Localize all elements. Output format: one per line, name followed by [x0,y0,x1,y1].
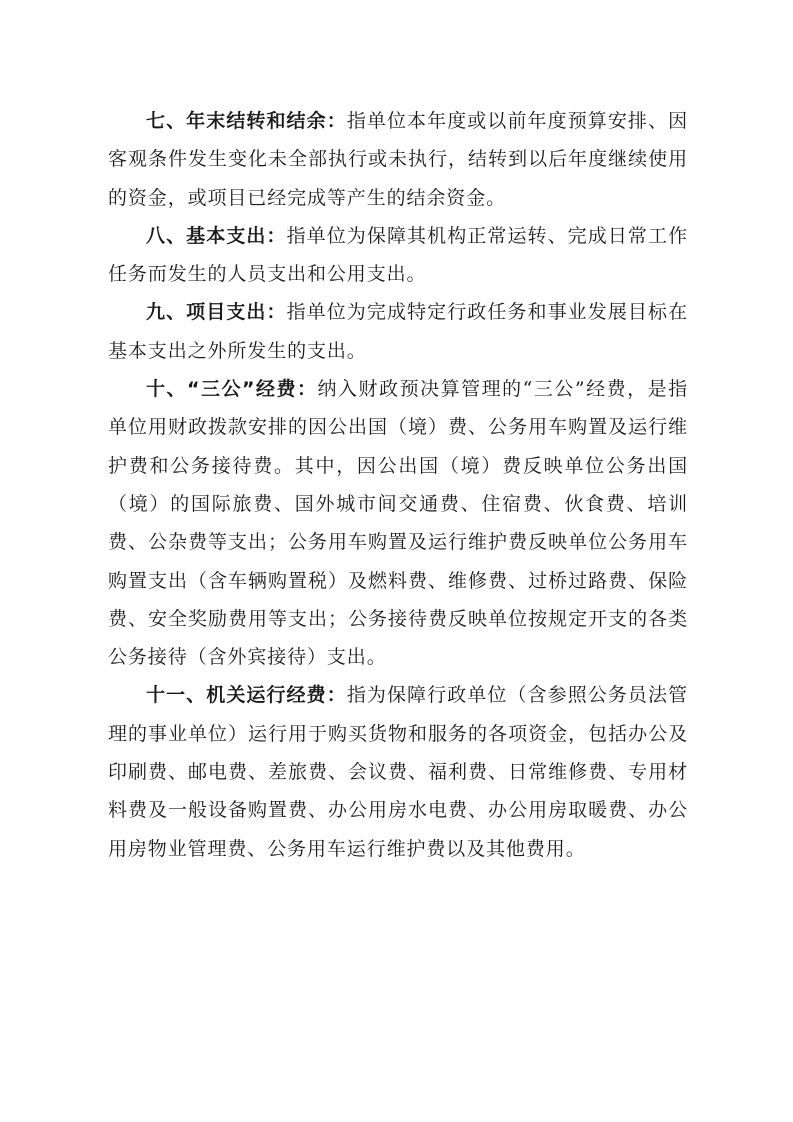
term-definition: 指单位本年度或以前年度预算安排、因客观条件发生变化未全部执行或未执行，结转到以后年度继续使用的资金，或项目已经完成等产生的结余资金。 [108,110,688,209]
term-definition: 纳入财政预决算管理的“三公”经费，是指单位用财政拨款安排的因公出国（境）费、公务用车购置及运行维护费和公务接待费。其中，因公出国（境）费反映单位公务出国（境）的国际旅费、国外城市间交通费、住宿费、伙食费、培训费、公杂费等支出；公务用车购置及运行维护费反映单位公务用车购置支出（含车辆购置税）及燃料费、维修费、过桥过路费、保险费、安全奖励费用等支出；公务接待费反映单位按规定开支的各类公务接待（含外宾接待）支出。 [108,378,689,669]
term-heading: 八、基本支出： [146,224,287,247]
paragraph-carryover-balance [108,102,688,217]
term-heading: 十一、机关运行经费： [146,684,347,707]
paragraph-project-expenditure [108,293,688,370]
document-body [108,102,688,868]
term-heading: 九、项目支出： [146,301,287,324]
paragraph-operating-expenses [108,676,688,867]
term-heading: 十、“三公”经费： [146,378,318,401]
term-definition: 指单位为完成特定行政任务和事业发展目标在基本支出之外所发生的支出。 [108,301,688,362]
paragraph-three-public-expenses [108,370,688,676]
paragraph-basic-expenditure [108,217,688,294]
term-definition: 指为保障行政单位（含参照公务员法管理的事业单位）运行用于购买货物和服务的各项资金，包括办公及印刷费、邮电费、差旅费、会议费、福利费、日常维修费、专用材料费及一般设备购置费、办公用房水电费、办公用房取暖费、办公用房物业管理费、公务用车运行维护费以及其他费用。 [108,684,688,860]
term-heading: 七、年末结转和结余： [146,110,347,132]
term-definition: 指单位为保障其机构正常运转、完成日常工作任务而发生的人员支出和公用支出。 [108,224,688,286]
